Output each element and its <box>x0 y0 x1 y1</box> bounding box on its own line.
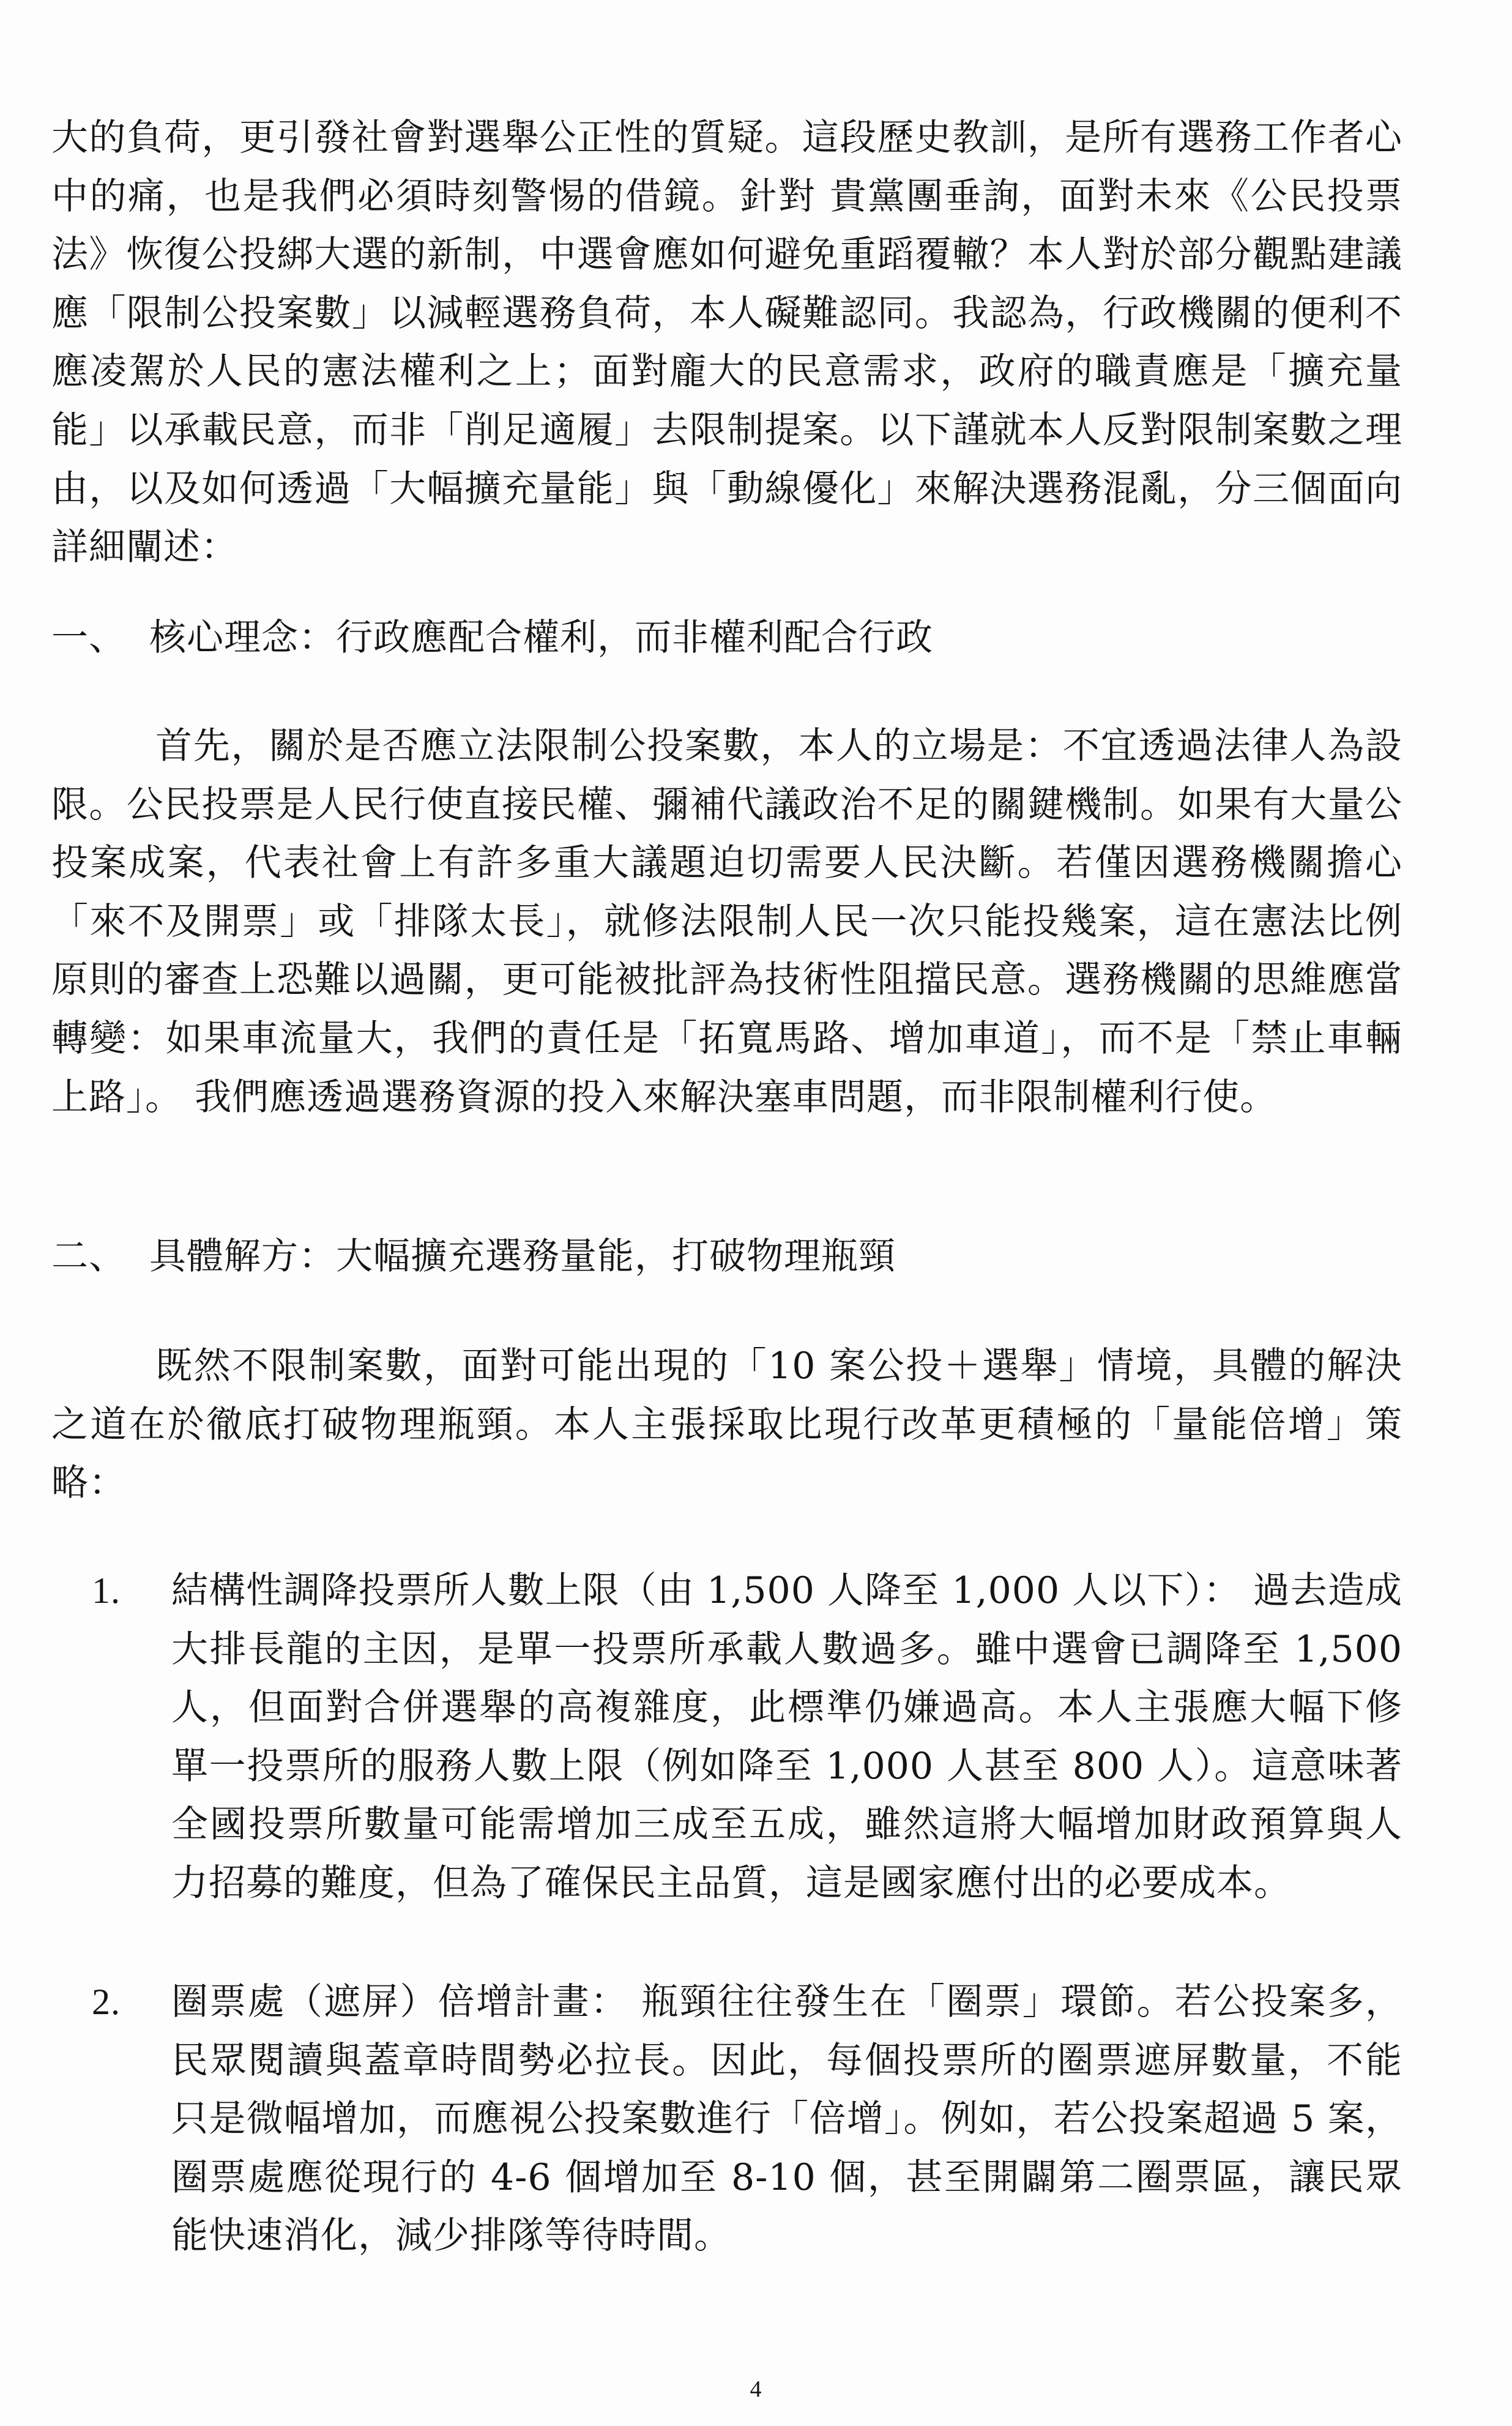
list-item-number: 2. <box>92 1982 121 2022</box>
section-title-1: 核心理念：行政應配合權利，而非權利配合行政 <box>149 616 933 659</box>
section-title-2: 具體解方：大幅擴充選務量能，打破物理瓶頸 <box>149 1235 896 1278</box>
section-paragraph-1: 首先，關於是否應立法限制公投案數，本人的立場是：不宜透過法律人為設限。公民投票是人民行使直接民權、彌補代議政治不足的關鍵機制。如果有大量公投案成案，代表社會上有許多重大議題迫切需要人民決斷。若僅因選務機關擔心「來不及開票」或「排隊太長」，就修法限制人民一次只能投幾案，這在憲法比例原則的審查上恐難以過關，更可能被批評為技術性阻擋民意。選務機關的思維應當轉變：如果車流量大，我們的責任是「拓寬馬路、增加車道」，而不是「禁止車輛上路」。 我們應透過選務資源的投入來解決塞車問題，而非限制權利行使。 <box>51 725 1402 1119</box>
section-number-1: 一、 <box>51 616 126 659</box>
list-item <box>92 1973 1402 2266</box>
section-heading-2 <box>51 1228 1402 1286</box>
list-item <box>92 1562 1402 1913</box>
section-number-2: 二、 <box>51 1235 126 1278</box>
intro-paragraph: 大的負荷，更引發社會對選舉公正性的質疑。這段歷史教訓，是所有選務工作者心中的痛，也是我們必須時刻警惕的借鏡。針對 貴黨團垂詢，面對未來《公民投票法》恢復公投綁大選的新制，中選會應如何避免重蹈覆轍？本人對於部分觀點建議應「限制公投案數」以減輕選務負荷，本人礙難認同。我認為，行政機關的便利不應凌駕於人民的憲法權利之上；面對龐大的民意需求，政府的職責應是「擴充量能」以承載民意，而非「削足適履」去限制提案。以下謹就本人反對限制案數之理由，以及如何透過「大幅擴充量能」與「動線優化」來解決選務混亂，分三個面向詳細闡述： <box>51 116 1402 569</box>
list-item-text: 結構性調降投票所人數上限（由 1,500 人降至 1,000 人以下）： 過去造成大排長龍的主因，是單一投票所承載人數過多。雖中選會已調降至 1,500 人，但面對合併選舉的高複雜度，此標準仍嫌過高。本人主張應大幅下修單一投票所的服務人數上限（例如降至 1,000 人甚至 800 人）。這意味著全國投票所數量可能需增加三成至五成，雖然這將大幅增加財政預算與人力招募的難度，但為了確保民主品質，這是國家應付出的必要成本。 <box>171 1569 1402 1905</box>
section-paragraph-2: 既然不限制案數，面對可能出現的「10 案公投＋選舉」情境，具體的解決之道在於徹底打破物理瓶頸。本人主張採取比現行改革更積極的「量能倍增」策略： <box>51 1345 1402 1505</box>
list-item-text: 圈票處（遮屏）倍增計畫： 瓶頸往往發生在「圈票」環節。若公投案多，民眾閱讀與蓋章時間勢必拉長。因此，每個投票所的圈票遮屏數量，不能只是微幅增加，而應視公投案數進行「倍增」。例如，若公投案超過 5 案，圈票處應從現行的 4-6 個增加至 8-10 個，甚至開闢第二圈票區，讓民眾能快速消化，減少排隊等待時間。 <box>171 1980 1402 2258</box>
section-heading-1 <box>51 609 1402 668</box>
page-number: 4 <box>750 2376 762 2402</box>
list-item-number: 1. <box>92 1570 121 1611</box>
